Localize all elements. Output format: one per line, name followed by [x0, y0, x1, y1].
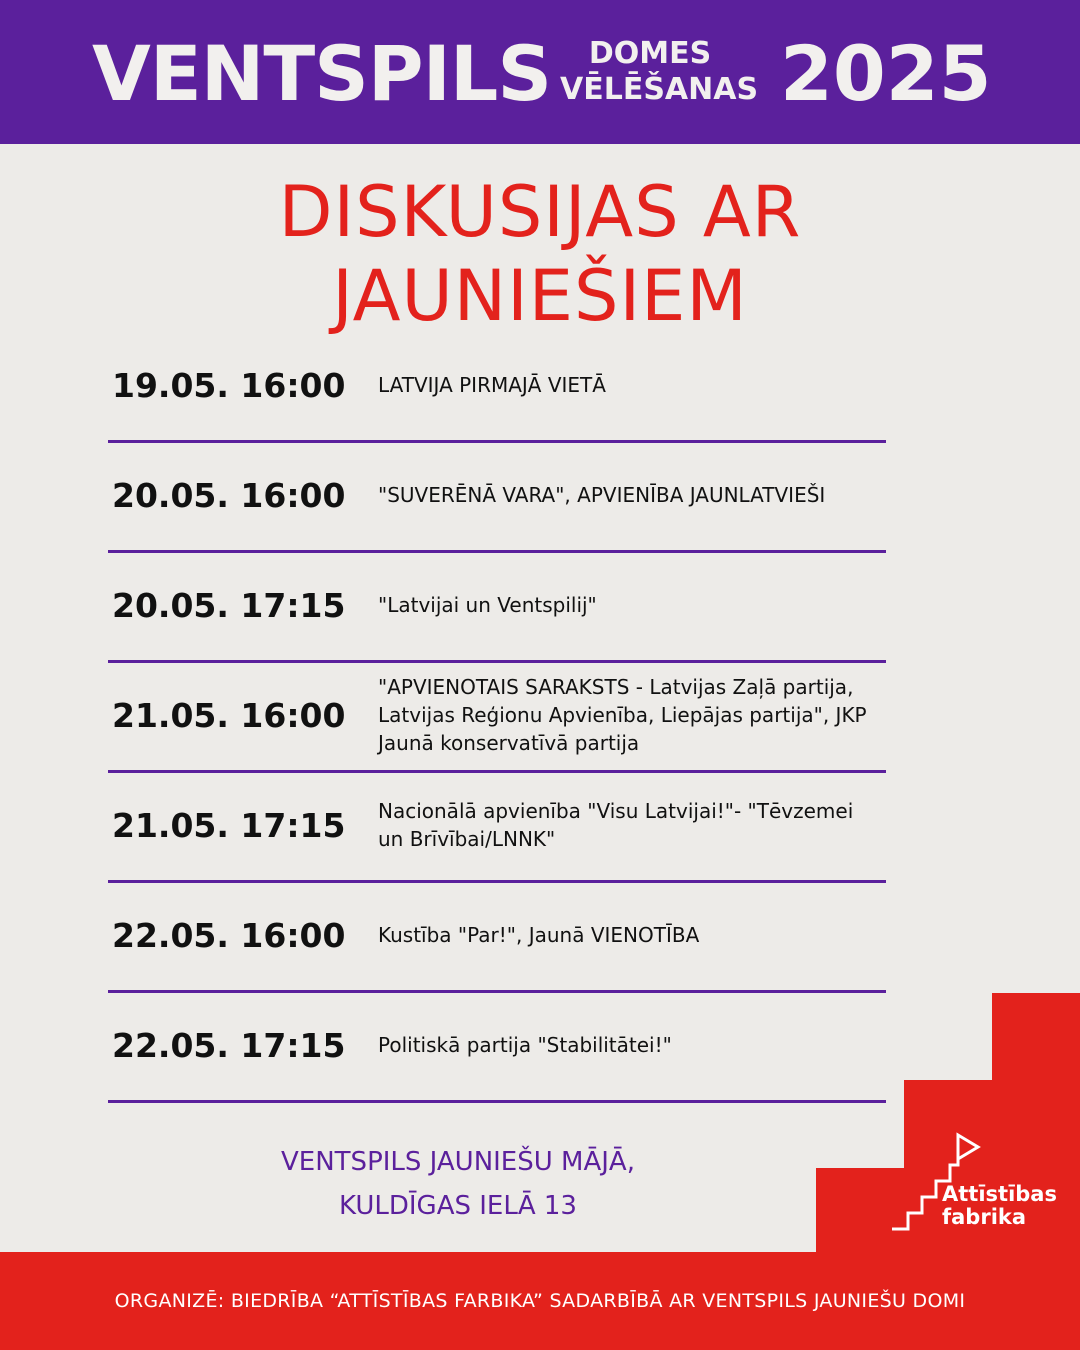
attistibas-fabrika-logo — [886, 1125, 1056, 1235]
schedule-party: "APVIENOTAIS SARAKSTS - Latvijas Zaļā partija, Latvijas Reģionu Apvienība, Liepājas partija", JKP Jaunā konservatīvā partija — [378, 675, 867, 755]
schedule-party: "SUVERĒNĀ VARA", APVIENĪBA JAUNLATVIEŠI — [378, 483, 826, 507]
schedule-time: 21.05. 17:15 — [112, 805, 346, 845]
header-subtitle-line1: DOMES — [588, 36, 712, 71]
schedule-party: LATVIJA PIRMAJĀ VIETĀ — [378, 373, 606, 397]
header-year: 2025 — [780, 29, 992, 118]
logo-line2: fabrika — [942, 1205, 1027, 1229]
footer-bar — [0, 1252, 1080, 1350]
header-subtitle-line2: VĒLĒŠANAS — [560, 72, 759, 107]
location-line2: KULDĪGAS IELĀ 13 — [339, 1191, 577, 1221]
schedule-time: 20.05. 17:15 — [112, 585, 346, 625]
schedule-time: 22.05. 16:00 — [112, 915, 346, 955]
schedule-time: 19.05. 16:00 — [112, 365, 346, 405]
schedule-time: 21.05. 16:00 — [112, 695, 346, 735]
schedule-party: Nacionālā apvienība "Visu Latvijai!"- "Tēvzemei un Brīvībai/LNNK" — [378, 799, 854, 851]
schedule-party: Politiskā partija "Stabilitātei!" — [378, 1033, 672, 1057]
schedule-party: Kustība "Par!", Jaunā VIENOTĪBA — [378, 923, 700, 947]
logo-line1: Attīstības — [942, 1182, 1057, 1206]
header-city: VENTSPILS — [92, 29, 552, 118]
title-line1: DISKUSIJAS AR — [278, 171, 802, 253]
schedule-party: "Latvijai un Ventspilij" — [378, 593, 597, 617]
location-line1: VENTSPILS JAUNIEŠU MĀJĀ, — [281, 1147, 635, 1177]
schedule-time: 20.05. 16:00 — [112, 475, 346, 515]
footer-organizer-text: ORGANIZĒ: BIEDRĪBA “ATTĪSTĪBAS FARBIKA” SADARBĪBĀ AR VENTSPILS JAUNIEŠU DOMI — [114, 1290, 966, 1312]
title-line2: JAUNIEŠIEM — [332, 255, 748, 337]
schedule-time: 22.05. 17:15 — [112, 1025, 346, 1065]
logo-text — [942, 1183, 1057, 1229]
